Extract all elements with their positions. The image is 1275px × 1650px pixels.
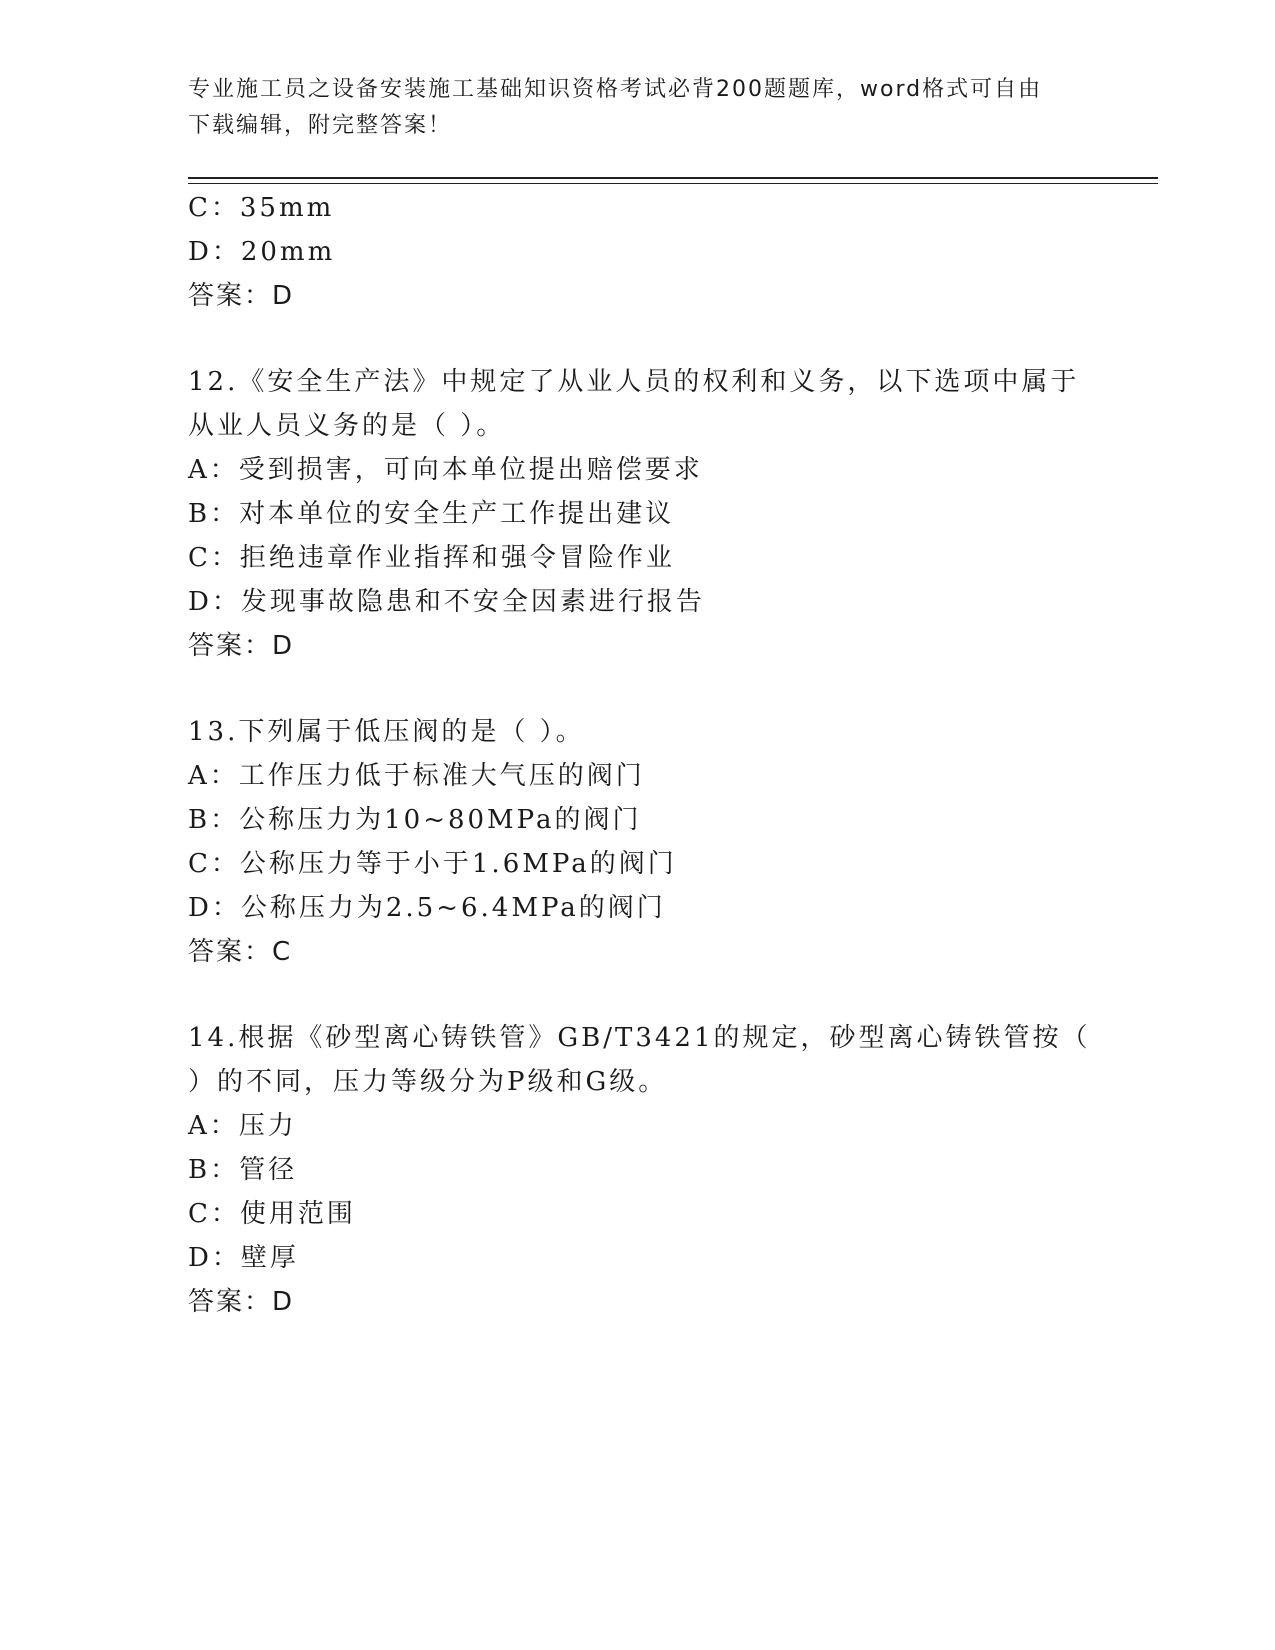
header-line-1: 专业施工员之设备安装施工基础知识资格考试必背200题题库，word格式可自由 [188,77,1043,102]
q12-stem-line-1: 12.《安全生产法》中规定了从业人员的权利和义务，以下选项中属于 [188,367,1080,397]
header-divider-thick [188,177,1158,179]
q14-option-b: B：管径 [188,1155,298,1185]
q11-answer: 答案：D [188,281,295,311]
q12-option-b: B：对本单位的安全生产工作提出建议 [188,499,675,529]
q13-option-c: C：公称压力等于小于1.6MPa的阀门 [188,849,677,879]
q14-option-d: D：壁厚 [188,1243,299,1273]
q13-answer: 答案：C [188,937,293,967]
q12-option-d: D：发现事故隐患和不安全因素进行报告 [188,587,705,617]
page-header [188,72,1088,144]
q12-option-a: A：受到损害，可向本单位提出赔偿要求 [188,455,703,485]
q13-option-b: B：公称压力为10~80MPa的阀门 [188,805,642,835]
q13-option-d: D：公称压力为2.5~6.4MPa的阀门 [188,893,666,923]
q14-option-c: C：使用范围 [188,1199,356,1229]
header-divider-thin [188,183,1158,184]
q14-stem-line-2: ）的不同，压力等级分为P级和G级。 [188,1067,668,1097]
q12-answer: 答案：D [188,631,295,661]
q14-answer: 答案：D [188,1287,295,1317]
header-line-2: 下载编辑，附完整答案！ [188,113,453,138]
q14-option-a: A：压力 [188,1111,297,1141]
q11-option-d: D：20mm [188,237,336,267]
q14-stem-line-1: 14.根据《砂型离心铸铁管》GB/T3421的规定，砂型离心铸铁管按（ [188,1023,1091,1053]
q13-stem-line-1: 13.下列属于低压阀的是（ ）。 [188,717,585,747]
q11-option-c: C：35mm [188,193,335,223]
q13-option-a: A：工作压力低于标准大气压的阀门 [188,761,645,791]
q12-stem-line-2: 从业人员义务的是（ ）。 [188,411,506,441]
q12-option-c: C：拒绝违章作业指挥和强令冒险作业 [188,543,675,573]
